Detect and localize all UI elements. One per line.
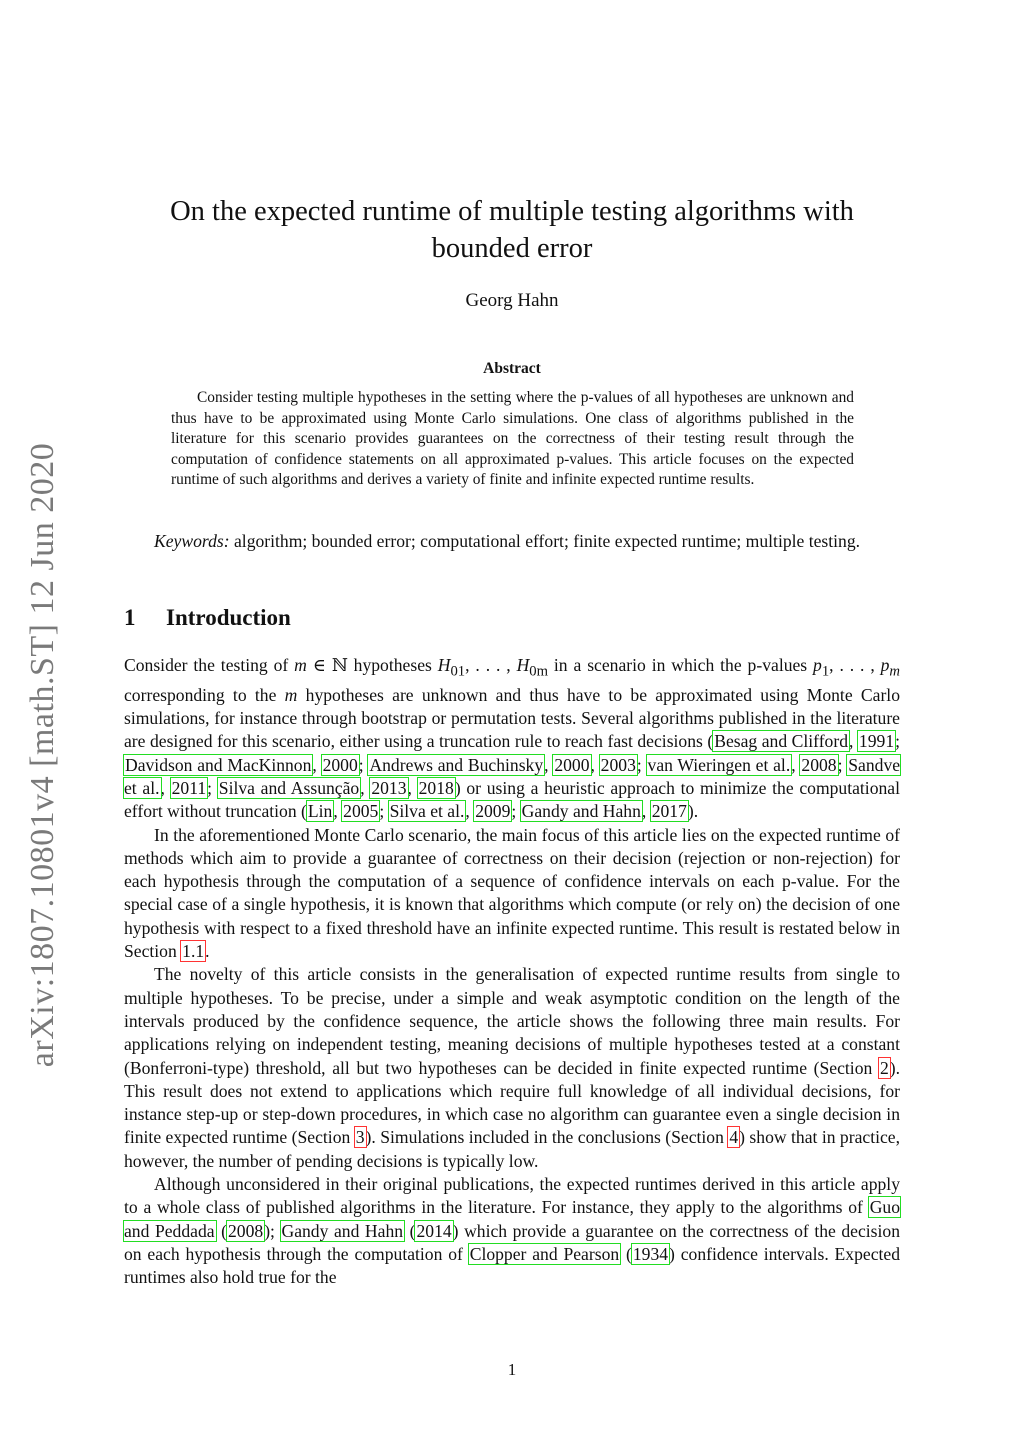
text-run: ∈ ℕ hypotheses xyxy=(306,655,438,675)
section-title: Introduction xyxy=(166,605,291,630)
text-run: ( xyxy=(215,1220,227,1241)
citation-link[interactable]: Silva and Assunção xyxy=(218,778,360,798)
paragraph-1 xyxy=(124,654,900,824)
text-run: ; xyxy=(636,754,647,775)
math-symbol: m xyxy=(294,655,307,675)
paper-title xyxy=(124,193,900,267)
text-run: ) show that in practice, however, the number of pending decisions is typically low. xyxy=(124,1127,901,1171)
math-subscript: 1 xyxy=(821,663,830,680)
text-run: Consider the testing of xyxy=(124,655,295,675)
citation-link[interactable]: 2013 xyxy=(371,778,407,798)
arxiv-sidebar xyxy=(20,435,66,1075)
abstract-heading: Abstract xyxy=(483,360,541,377)
citation-link[interactable]: 2011 xyxy=(171,778,207,798)
citation-link[interactable]: Besag and Clifford xyxy=(714,731,849,752)
text-run: ). xyxy=(687,801,699,822)
text-run: , xyxy=(312,754,322,775)
abstract-text: Consider testing multiple hypotheses in the setting where the p-values of all hypotheses are unknown and thus have to be approximated using Monte Carlo simulations. One class of algorithms published in the literature for this scenario provides guarantees on the correctness of their testing result through the computation of confidence statements on all approximated p-values. This article focuses on the expected runtime of such algorithms and derives a variety of finite and infinite expected runtime results. xyxy=(171,389,854,489)
citation-link[interactable]: van Wieringen et al. xyxy=(647,754,791,775)
citation-link[interactable]: Sandve et al. xyxy=(124,754,901,798)
section-reference-link[interactable]: 2 xyxy=(879,1057,889,1078)
text-run: ; xyxy=(358,754,369,775)
citation-link[interactable]: Gandy and Hahn xyxy=(521,801,641,822)
text-run: hypotheses are unknown and thus have to be approximated using Monte Carlo simulations, for instance through bootstrap or permutation tests. Several algorithms published in the literature are designed for this scenario, either using a truncation rule to reach fast decisions ( xyxy=(124,684,900,752)
text-run: , xyxy=(160,778,171,798)
arxiv-identifier: arXiv:1807.10801v4 [math.ST] 12 Jun 2020 xyxy=(24,442,61,1068)
section-number: 1 xyxy=(124,605,136,630)
citation-link[interactable]: Silva et al. xyxy=(389,801,465,822)
text-run: corresponding to the xyxy=(124,684,285,705)
keywords-text: algorithm; bounded error; computational effort; finite expected runtime; multiple testing. xyxy=(229,531,861,551)
section-heading-introduction xyxy=(124,605,291,631)
text-run: . xyxy=(205,941,210,962)
text-run: , xyxy=(590,754,600,775)
citation-link[interactable]: 2000 xyxy=(554,754,590,775)
citation-link[interactable]: Davidson and MacKinnon xyxy=(125,754,312,775)
citation-link[interactable]: Lin xyxy=(307,801,333,822)
citation-link[interactable]: 2017 xyxy=(651,801,687,822)
text-run: In the aforementioned Monte Carlo scenario, the main focus of this article lies on the expected runtime of methods which aim to provide a guarantee of correctness on their decision (rejection or non-rejection) for each hypothesis through the computation of a sequence of confidence intervals on each p-value. For the special case of a single hypothesis, it is known that algorithms which compute (or rely on) the decision of one hypothesis with respect to a fixed threshold have an infinite expected runtime. This result is restated below in Section xyxy=(124,824,900,962)
text-run: ( xyxy=(404,1220,416,1241)
citation-link[interactable]: Andrews and Buchinsky xyxy=(369,754,544,775)
math-symbol: m xyxy=(284,684,298,705)
section-reference-link[interactable]: 1.1 xyxy=(182,941,205,962)
keywords xyxy=(124,530,900,554)
text-run: ; xyxy=(207,778,218,798)
citation-link[interactable]: Gandy and Hahn xyxy=(281,1220,404,1241)
section-reference-link[interactable]: 4 xyxy=(729,1127,739,1148)
citation-link[interactable]: 2008 xyxy=(801,754,837,775)
citation-link[interactable]: 1934 xyxy=(632,1243,669,1264)
text-run: , . . . , xyxy=(829,655,881,675)
citation-link[interactable]: 2003 xyxy=(600,754,636,775)
page-number: 1 xyxy=(507,1360,517,1379)
text-run: ) confidence intervals. Expected runtimes also hold true for the xyxy=(124,1243,900,1288)
math-subscript: 0m xyxy=(529,663,549,680)
citation-link[interactable]: 2018 xyxy=(418,778,454,798)
citation-link[interactable]: Guo and Peddada xyxy=(124,1197,900,1241)
text-run: ). This result does not extend to applications which require full knowledge of all individual decisions, for instance step-up or step-down procedures, in which case no algorithm can guarantee even a single decision in finite expected runtime (Section xyxy=(124,1057,900,1148)
citation-link[interactable]: 2000 xyxy=(322,754,358,775)
math-symbol: p xyxy=(813,655,822,675)
author-name: Georg Hahn xyxy=(465,290,559,311)
paper-title-line-2: bounded error xyxy=(431,233,593,264)
text-run: ; xyxy=(379,801,389,822)
paragraph-4 xyxy=(124,1173,900,1289)
keywords-label: Keywords: xyxy=(154,531,230,551)
text-run: ; xyxy=(895,731,900,752)
text-run: ); xyxy=(264,1220,281,1241)
text-run: ( xyxy=(620,1243,632,1264)
text-run: , xyxy=(544,754,554,775)
citation-link[interactable]: 2008 xyxy=(228,1220,264,1241)
citation-link[interactable]: 2009 xyxy=(475,801,511,822)
paragraph-3 xyxy=(124,963,900,1173)
text-run: , xyxy=(849,731,858,752)
math-subscript: m xyxy=(889,663,901,680)
text-run: The novelty of this article consists in the generalisation of expected runtime results from single to multiple hypotheses. To be precise, under a simple and weak asymptotic condition on the length of the intervals produced by the confidence sequence, the article shows the following three main results. For applications relying on independent testing, meaning decisions of multiple hypotheses tested at a constant (Bonferroni-type) threshold, all but two hypotheses can be decided in finite expected runtime (Section xyxy=(124,964,900,1078)
section-reference-link[interactable]: 3 xyxy=(355,1127,365,1148)
text-run: , xyxy=(407,778,418,798)
text-run: ). Simulations included in the conclusions (Section xyxy=(365,1127,729,1148)
text-run: , xyxy=(641,801,651,822)
text-run: Although unconsidered in their original publications, the expected runtimes derived in this article apply to a whole class of published algorithms in the literature. For instance, they apply to the algorithms of xyxy=(124,1174,900,1218)
text-run: , . . . , xyxy=(465,655,517,675)
citation-link[interactable]: 2014 xyxy=(416,1220,452,1241)
text-run: in a scenario in which the p-values xyxy=(548,655,814,675)
math-symbol: p xyxy=(880,655,890,675)
text-run: ) which provide a guarantee on the correctness of the decision on each hypothesis through the computation of xyxy=(124,1220,901,1264)
math-symbol: H xyxy=(437,655,451,675)
paper-title-line-1: On the expected runtime of multiple testing algorithms with xyxy=(170,196,854,227)
text-run: , xyxy=(791,754,801,775)
math-subscript: 01 xyxy=(450,663,466,680)
citation-link[interactable]: Clopper and Pearson xyxy=(469,1243,620,1264)
text-run: , xyxy=(333,801,343,822)
text-run: ; xyxy=(837,754,848,775)
text-run: , xyxy=(360,778,371,798)
introduction-body xyxy=(124,654,900,1290)
citation-link[interactable]: 2005 xyxy=(343,801,379,822)
citation-link[interactable]: 1991 xyxy=(858,731,895,752)
math-symbol: H xyxy=(516,655,530,675)
text-run: ) or using a heuristic approach to minimize the computational effort without truncation ( xyxy=(124,778,900,822)
text-run: ; xyxy=(511,801,521,822)
text-run: , xyxy=(465,801,475,822)
paragraph-2 xyxy=(124,824,900,964)
